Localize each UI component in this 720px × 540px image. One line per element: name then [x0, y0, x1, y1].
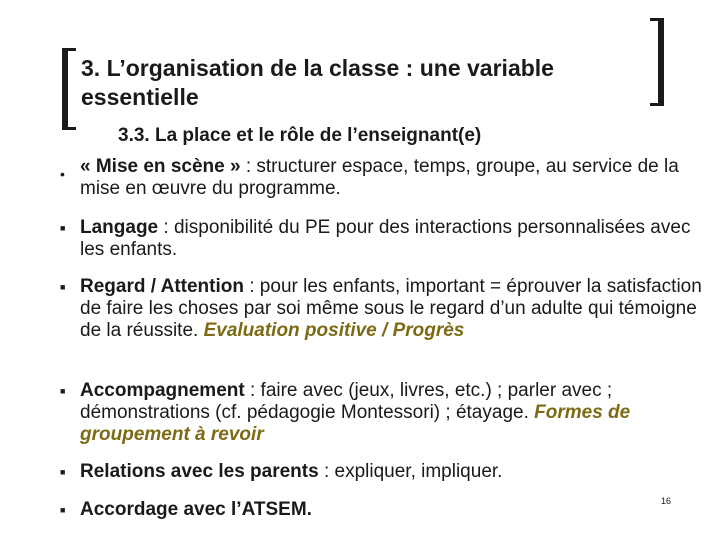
bullet-square-icon: ■	[60, 282, 66, 292]
list-item-text	[80, 461, 718, 483]
right-bracket-decoration	[650, 18, 664, 106]
item-highlight: Evaluation positive / Progrès	[203, 320, 465, 341]
list-item-text	[80, 217, 718, 261]
item-rest: : faire avec (jeux, livres, etc.) ; parler avec ; démonstrations (cf. pédagogie Montessori) ; étayage.	[80, 380, 613, 423]
bullet-square-icon: ■	[60, 467, 66, 477]
item-key: Langage	[80, 217, 159, 238]
item-key: Accordage avec l’ATSEM.	[80, 499, 312, 520]
item-rest: : structurer espace, temps, groupe, au service de la mise en œuvre du programme.	[80, 156, 679, 199]
bullet-square-icon: ■	[60, 223, 66, 233]
bullet-square-icon: ■	[60, 505, 66, 515]
item-key: Accompagnement	[80, 380, 245, 401]
item-rest: : expliquer, impliquer.	[318, 461, 503, 482]
bullet-dot-icon: •	[60, 166, 65, 182]
list-item-text	[80, 380, 718, 446]
item-key: Relations avec les parents	[80, 461, 319, 482]
item-highlight: Formes de groupement à revoir	[80, 402, 631, 445]
list-item-text	[80, 276, 718, 342]
slide-title: 3. L’organisation de la classe : une variable essentielle	[81, 55, 554, 110]
page-number: 16	[661, 496, 672, 506]
list-item-text	[80, 499, 718, 521]
bullet-square-icon: ■	[60, 386, 66, 396]
section-subtitle: 3.3. La place et le rôle de l’enseignant(e)	[118, 125, 482, 146]
item-key: « Mise en scène »	[80, 156, 241, 177]
item-key: Regard / Attention	[80, 276, 244, 297]
list-item-text	[80, 156, 718, 200]
left-bracket-decoration	[62, 48, 76, 130]
item-rest: : pour les enfants, important = éprouver la satisfaction de faire les choses par soi même sous le regard d’un adulte qui témoigne de la réussite.	[80, 276, 702, 341]
item-rest: : disponibilité du PE pour des interactions personnalisées avec les enfants.	[80, 217, 691, 260]
